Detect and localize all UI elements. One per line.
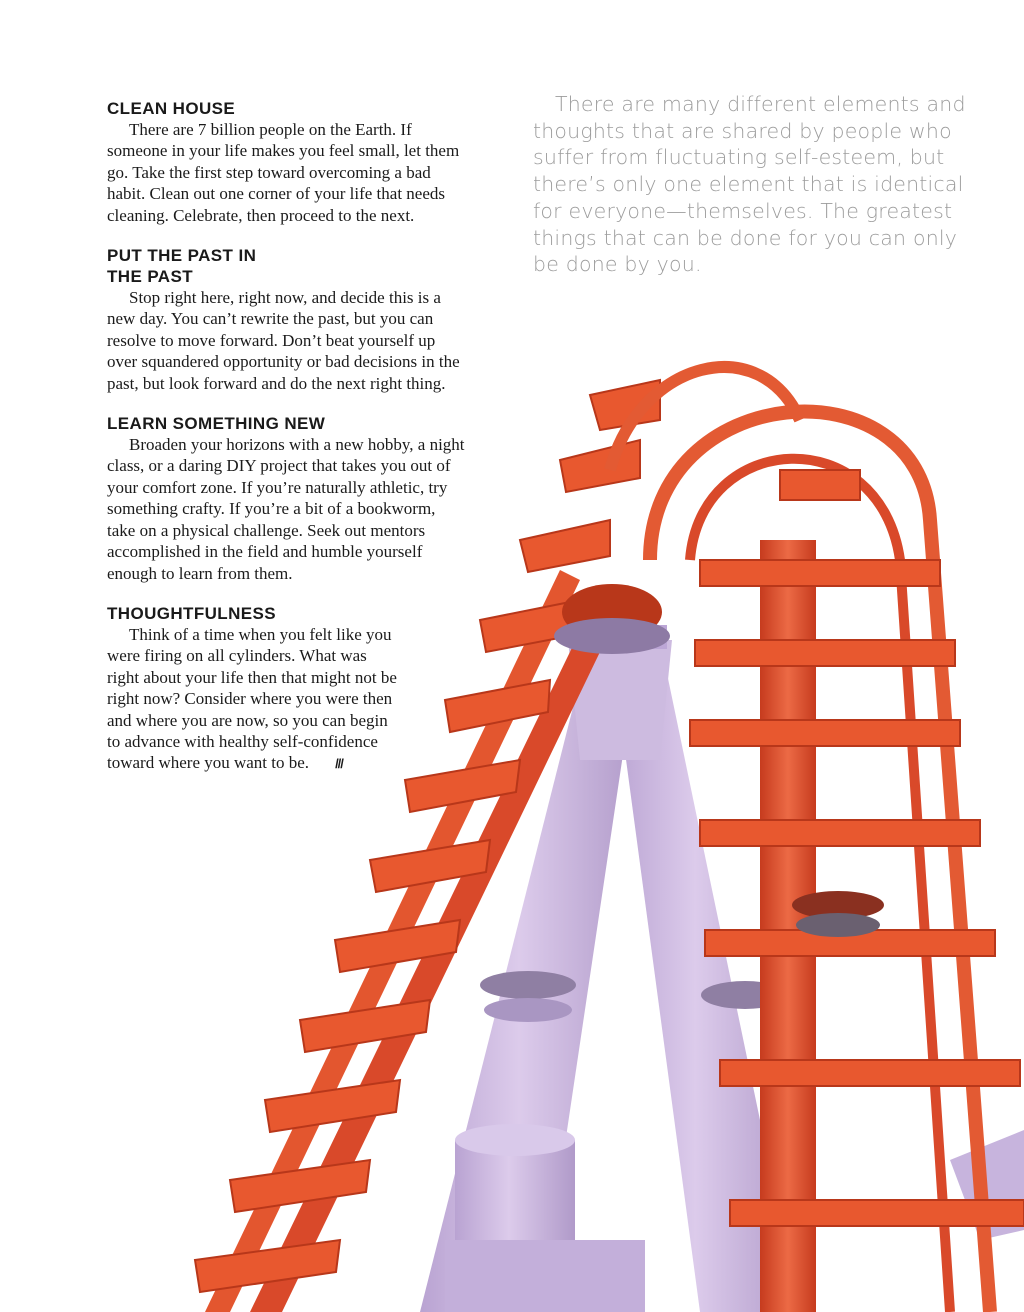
section-body: Stop right here, right now, and decide this is a new day. You can’t rewrite the past, but you can resolve to move forward. Don’t beat yourself up over squandered opportunity or bad decisions in the past, but look forward and do the next right thing. [107,288,460,393]
section-body-text: Think of a time when you felt like you were firing on all cylinders. What was right about your life then that might not be right now? Consider where you were then and where you are now, so you can begin to advance with healthy self-confidence toward where you want to be. [107,624,397,773]
section-heading: PUT THE PAST IN THE PAST [107,246,257,287]
section-past [107,245,467,394]
pull-quote: There are many different elements and thoughts that are shared by people who suffer from fluctuating self-esteem, but there’s only one element that is identical for everyone—themselves. The greatest things that can be done for you can only be done by you. [533,92,966,277]
section-clean-house [107,98,467,226]
section-body: There are 7 billion people on the Earth. If someone in your life makes you feel small, let them go. Take the first step toward overcoming a bad habit. Clean out one corner of your life that needs cleaning. Celebrate, then proceed to the next. [107,120,460,225]
section-heading: LEARN SOMETHING NEW [107,414,326,434]
section-thoughtfulness [107,603,467,775]
article-column [107,98,467,794]
section-body: Broaden your horizons with a new hobby, a night class, or a daring DIY project that takes you out of your comfort zone. If you’re naturally athletic, try something crafty. If you’re a bit of a bookworm, take on a physical challenge. Seek out mentors accomplished in the field and humble yourself enough to learn from them. [107,435,465,583]
section-learn [107,413,467,584]
section-body [107,624,397,775]
section-heading: THOUGHTFULNESS [107,603,276,623]
end-mark: /// [335,756,343,772]
section-heading: CLEAN HOUSE [107,99,236,118]
